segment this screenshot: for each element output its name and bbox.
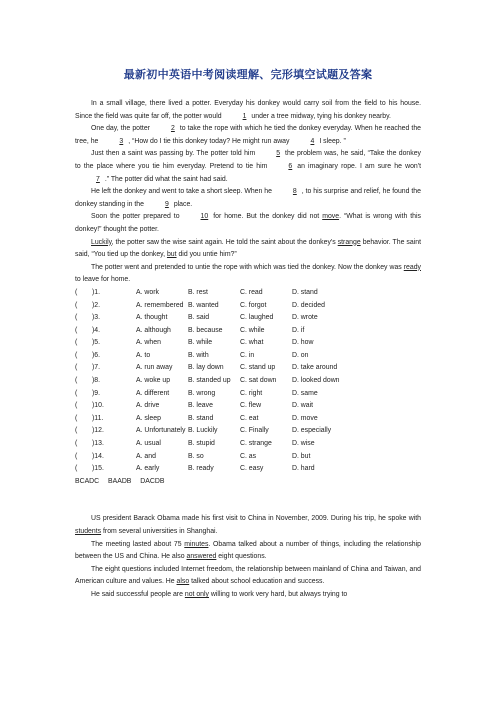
question-row — [75, 388, 421, 401]
question-row — [75, 312, 421, 325]
option-c: C. right — [240, 389, 263, 397]
option-c: C. what — [240, 339, 264, 347]
option-a: A. thought — [136, 314, 168, 322]
option-d: D. move — [292, 414, 318, 422]
document-title: 最新初中英语中考阅读理解、完形填空试题及答案 — [123, 68, 373, 81]
option-d: D. wise — [292, 440, 315, 448]
option-c: C. while — [240, 326, 265, 334]
option-b: B. while — [188, 339, 213, 347]
option-c: C. laughed — [240, 314, 274, 322]
option-a: A. to — [136, 351, 151, 359]
option-c: C. eat — [240, 414, 259, 422]
paragraph: Luckily, the potter saw the wise saint again. He told the saint about the donkey's strange behavior. The saint said, “You tied up the donkey, but did you untie him?” — [75, 238, 421, 259]
question-number: )15. — [92, 465, 104, 473]
option-d: D. take around — [292, 364, 338, 372]
answer-bracket: ( — [75, 364, 78, 372]
question-row — [75, 362, 421, 375]
question-row — [75, 400, 421, 413]
option-b: B. rest — [188, 288, 208, 296]
option-c: C. Finally — [240, 427, 269, 435]
option-b: B. ready — [188, 465, 214, 473]
question-row — [75, 451, 421, 464]
option-d: D. on — [292, 351, 309, 359]
option-b: B. said — [188, 314, 210, 322]
option-b: B. lay down — [188, 364, 224, 372]
question-list — [75, 287, 421, 476]
option-a: A. drive — [136, 402, 160, 410]
answer-bracket: ( — [75, 339, 78, 347]
option-d: D. looked down — [292, 377, 340, 385]
paragraph: The potter went and pretended to untie the rope with which was tied the donkey. Now the donkey was ready to leave for home. — [75, 263, 421, 284]
option-d: D. stand — [292, 288, 318, 296]
question-number: )2. — [92, 301, 101, 309]
option-b: B. Luckily — [188, 427, 218, 435]
question-row — [75, 425, 421, 438]
question-number: )5. — [92, 339, 101, 347]
answer-bracket: ( — [75, 414, 78, 422]
option-a: A. run away — [136, 364, 173, 372]
blank-10: 10 — [200, 213, 209, 221]
option-a: A. when — [136, 339, 161, 347]
answer-bracket: ( — [75, 351, 78, 359]
option-c: C. sat down — [240, 377, 277, 385]
option-c: C. stand up — [240, 364, 276, 372]
blank-1: 1 — [242, 112, 247, 120]
question-row — [75, 300, 421, 313]
paragraph: He said successful people are not only willing to work very hard, but always trying to — [91, 590, 348, 598]
question-number: )12. — [92, 427, 104, 435]
paragraph: In a small village, there lived a potter. Everyday his donkey would carry soil from the field to his house. Since the field was quite far off, the potter would 1 under a tree midway, tying his donkey nearby. — [75, 98, 421, 123]
option-b: B. leave — [188, 402, 213, 410]
question-row — [75, 337, 421, 350]
option-a: A. work — [136, 288, 159, 296]
cloze-passage — [75, 98, 421, 602]
paragraph: The meeting lasted about 75 minutes. Obama talked about a number of things, including the relationship between the US and China. He also answered eight questions. — [75, 540, 421, 561]
question-number: )6. — [92, 351, 101, 359]
blank-5: 5 — [276, 150, 281, 158]
question-number: )10. — [92, 402, 104, 410]
answer-bracket: ( — [75, 389, 78, 397]
option-b: B. so — [188, 452, 204, 460]
option-b: B. stupid — [188, 440, 215, 448]
blank-8: 8 — [292, 188, 297, 196]
option-b: B. because — [188, 326, 223, 334]
answer-key: BCADC BAADB DACDB — [75, 477, 165, 485]
answer-bracket: ( — [75, 301, 78, 309]
option-d: D. wait — [292, 402, 314, 410]
blank-7: 7 — [96, 175, 100, 183]
question-number: )1. — [92, 288, 101, 296]
blank-4: 4 — [310, 137, 315, 145]
paragraph: The eight questions included Internet freedom, the relationship between mainland of China and Taiwan, and American culture and values. He also talked about school education and success. — [75, 565, 421, 586]
blank-2: 2 — [170, 125, 175, 133]
option-d: D. especially — [292, 427, 332, 435]
answer-bracket: ( — [75, 402, 78, 410]
answer-bracket: ( — [75, 440, 78, 448]
option-a: A. and — [136, 452, 156, 460]
question-row — [75, 375, 421, 388]
option-d: D. wrote — [292, 314, 318, 322]
question-number: )9. — [92, 389, 101, 397]
option-c: C. in — [240, 351, 255, 359]
question-row — [75, 463, 421, 476]
question-row — [75, 350, 421, 363]
answer-bracket: ( — [75, 288, 78, 296]
answer-bracket: ( — [75, 326, 78, 334]
option-a: A. woke up — [136, 377, 171, 385]
question-number: )13. — [92, 440, 104, 448]
question-row — [75, 287, 421, 300]
option-a: A. different — [136, 389, 170, 397]
question-number: )3. — [92, 314, 101, 322]
answer-bracket: ( — [75, 314, 78, 322]
option-b: B. standed up — [188, 377, 231, 385]
option-a: A. remembered — [136, 301, 184, 309]
answer-bracket: ( — [75, 452, 78, 460]
option-b: B. wanted — [188, 301, 219, 309]
option-d: D. decided — [292, 301, 325, 309]
option-c: C. strange — [240, 440, 272, 448]
paragraph: One day, the potter 2 to take the rope with which he tied the donkey everyday. When he reached the tree, he 3 , “How do I tie this donkey today? He might run away 4 I sleep. ” — [75, 123, 421, 148]
question-row — [75, 413, 421, 426]
answer-bracket: ( — [75, 427, 78, 435]
question-number: )8. — [92, 377, 101, 385]
question-number: )4. — [92, 326, 101, 334]
option-c: C. easy — [240, 465, 264, 473]
option-d: D. hard — [292, 465, 315, 473]
question-row — [75, 438, 421, 451]
paragraph: Just then a saint was passing by. The potter told him 5 the problem was, he said, “Take the donkey to the place where you tie him everyday. Pretend to tie him 6 an imaginary rope. I am sure he won't7 .” The potter did what the saint had said. — [75, 148, 421, 186]
blank-9: 9 — [164, 200, 169, 208]
option-d: D. same — [292, 389, 318, 397]
option-a: A. usual — [136, 440, 161, 448]
paragraph: US president Barack Obama made his first visit to China in November, 2009. During his trip, he spoke with students from several universities in Shanghai. — [75, 515, 421, 535]
answer-bracket: ( — [75, 377, 78, 385]
option-a: A. Unfortunately — [136, 427, 186, 435]
blank-3: 3 — [119, 137, 124, 145]
question-row — [75, 325, 421, 338]
question-number: )11. — [92, 414, 104, 422]
question-number: )7. — [92, 364, 101, 372]
paragraph: He left the donkey and went to take a short sleep. When he 8 , to his surprise and relief, he found the donkey standing in the 9 place. — [75, 186, 421, 211]
option-a: A. although — [136, 326, 171, 334]
option-a: A. sleep — [136, 414, 161, 422]
option-c: C. forgot — [240, 301, 267, 309]
option-b: B. wrong — [188, 389, 216, 397]
option-b: B. stand — [188, 414, 214, 422]
option-c: C. flew — [240, 402, 262, 410]
option-d: D. if — [292, 326, 305, 334]
option-c: C. read — [240, 288, 263, 296]
question-number: )14. — [92, 452, 104, 460]
option-d: D. how — [292, 339, 314, 347]
blank-6: 6 — [288, 162, 293, 170]
option-c: C. as — [240, 452, 257, 460]
option-a: A. early — [136, 465, 160, 473]
option-b: B. with — [188, 351, 209, 359]
paragraph: Soon the potter prepared to 10 for home. But the donkey did not move. “What is wrong with this donkey!” thought the potter. — [75, 213, 421, 233]
option-d: D. but — [292, 452, 311, 460]
answer-bracket: ( — [75, 465, 78, 473]
